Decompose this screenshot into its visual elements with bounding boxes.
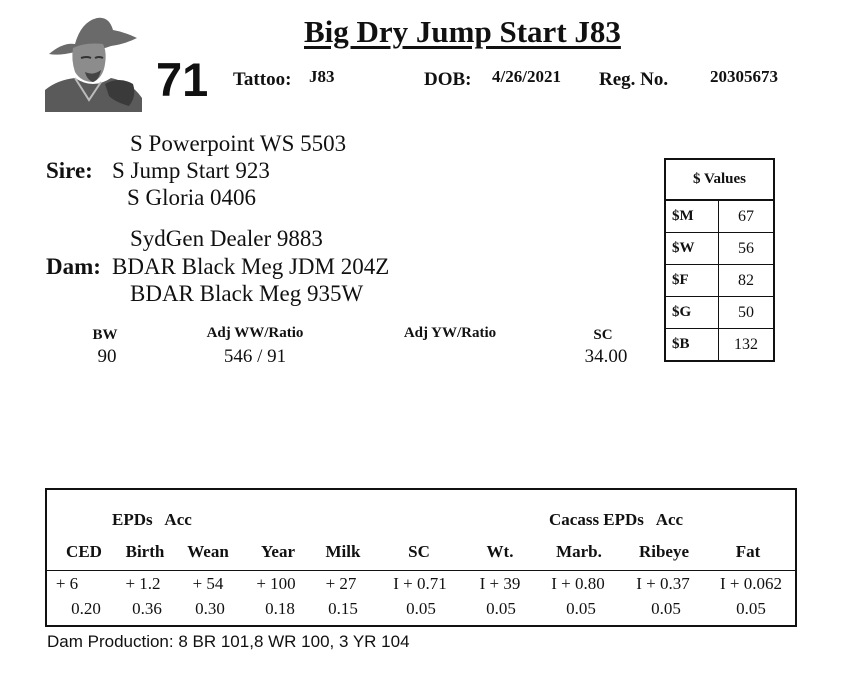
dollar-value: 82 [719,265,775,297]
dam-name: BDAR Black Meg JDM 204Z [112,254,390,279]
dollar-value: 50 [719,297,775,329]
cowboy-photo [45,12,142,112]
epd-col-wt: Wt. [486,542,514,561]
epd-col-ribeye: Ribeye [638,542,690,561]
sire-dam: S Gloria 0406 [127,185,257,210]
epd-value: I + 0.062 [720,574,782,593]
dollar-label: $B [665,329,719,362]
dam-production: Dam Production: 8 BR 101,8 WR 100, 3 YR 104 [47,632,410,651]
dam-sire: SydGen Dealer 9883 [130,226,323,251]
epd-col-ced: CED [66,542,102,561]
bw-value: 90 [97,346,117,367]
epd-value: + 1.2 [125,574,161,593]
epd-value: + 100 [256,574,296,593]
animal-name-title: Big Dry Jump Start J83 [304,14,621,49]
sc-value: 34.00 [584,346,628,367]
epd-col-marb: Marb. [556,542,602,561]
epd-value: I + 0.37 [636,574,690,593]
epd-col-birth: Birth [125,542,165,561]
tattoo-label: Tattoo: [233,69,292,90]
dollar-row [665,329,774,362]
dam-label: Dam: [46,254,101,279]
dollar-values-title: $ Values [665,159,774,200]
sire-label: Sire: [46,158,93,183]
dollar-label: $W [665,233,719,265]
epd-accuracy: 0.05 [651,599,681,618]
dollar-value: 132 [719,329,775,362]
dollar-label: $F [665,265,719,297]
dollar-row [665,233,774,265]
epd-accuracy: 0.05 [566,599,596,618]
epd-col-wean: Wean [187,542,229,561]
adj-ww-label: Adj WW/Ratio [206,325,304,341]
epd-col-year: Year [261,542,295,561]
sire-name: S Jump Start 923 [112,158,270,183]
epd-value: I + 0.71 [393,574,447,593]
reg-no-value: 20305673 [710,67,778,86]
epd-group-label: EPDs Acc [112,510,192,529]
epd-accuracy: 0.05 [486,599,516,618]
carcass-epd-group-label: Cacass EPDs Acc [549,510,684,529]
dollar-row [665,200,774,233]
epd-col-milk: Milk [325,542,361,561]
epd-accuracy: 0.30 [195,599,225,618]
epd-accuracy: 0.15 [328,599,358,618]
dollar-value: 67 [719,200,775,233]
dob-value: 4/26/2021 [492,67,561,86]
epd-value: + 6 [55,574,79,593]
dollar-row [665,297,774,329]
epd-value: I + 0.80 [551,574,605,593]
lot-number: 71 [156,53,209,106]
adj-ww-value: 546 / 91 [223,346,287,367]
epd-value: + 27 [325,574,357,593]
dollar-label: $M [665,200,719,233]
epd-accuracy: 0.05 [736,599,766,618]
epd-accuracy: 0.20 [71,599,101,618]
dollar-row [665,265,774,297]
dam-dam: BDAR Black Meg 935W [130,281,364,306]
sc-label: SC [593,327,613,343]
sire-sire: S Powerpoint WS 5503 [130,131,347,156]
dollar-values-table [664,158,775,362]
epd-col-fat: Fat [735,542,761,561]
reg-no-label: Reg. No. [599,69,669,90]
epd-accuracy: 0.36 [132,599,162,618]
bw-label: BW [92,327,118,343]
epd-value: + 54 [192,574,224,593]
dollar-label: $G [665,297,719,329]
epd-accuracy: 0.05 [406,599,436,618]
dob-label: DOB: [424,69,472,90]
tattoo-value: J83 [309,67,335,86]
dollar-value: 56 [719,233,775,265]
adj-yw-label: Adj YW/Ratio [403,325,497,341]
epd-value: I + 39 [479,574,521,593]
epd-accuracy: 0.18 [265,599,295,618]
epd-col-sc: SC [408,542,430,561]
